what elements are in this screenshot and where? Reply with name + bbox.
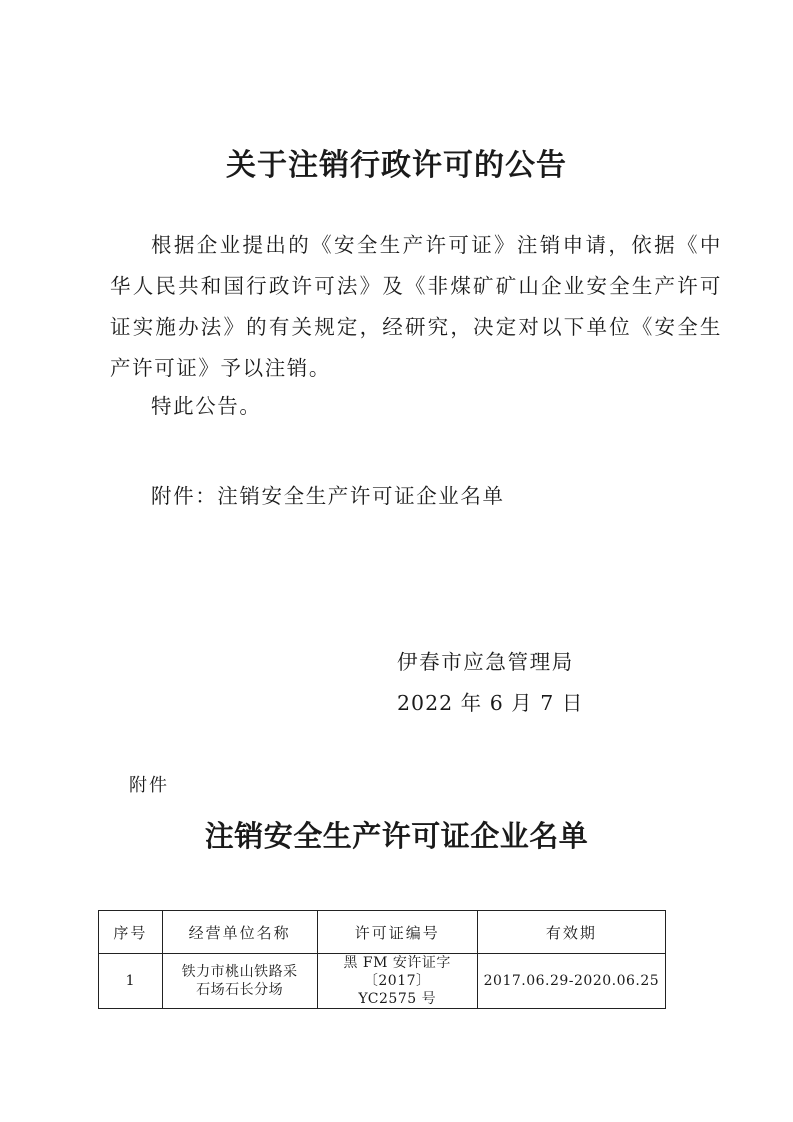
license-table [98,910,666,1009]
header-company-name: 经营单位名称 [162,911,317,954]
special-notice: 特此公告。 [151,394,262,418]
license-number-line-2: YC2575 号 [358,991,437,1007]
header-license-number: 许可证编号 [317,911,477,954]
header-validity-period: 有效期 [477,911,665,954]
notice-title: 关于注销行政许可的公告 [226,148,567,183]
annex-title: 注销安全生产许可证企业名单 [204,819,589,853]
cell-validity-period: 2017.06.29-2020.06.25 [477,954,665,1009]
notice-body-paragraph: 根据企业提出的《安全生产许可证》注销申请，依据《中华人民共和国行政许可法》及《非煤矿矿山企业安全生产许可证实施办法》的有关规定，经研究，决定对以下单位《安全生产许可证》予以注销。 [110,233,722,380]
issuer-name: 伊春市应急管理局 [397,650,574,674]
table-row [99,954,666,1009]
issue-date: 2022 年 6 月 7 日 [397,691,584,715]
company-name-line-2: 石场石长分场 [196,982,284,998]
license-number-line-1: 黑 FM 安许证字〔2017〕 [343,955,451,989]
table-header-row [99,911,666,954]
cell-license-number [317,954,477,1009]
company-name-line-1: 铁力市桃山铁路采 [181,964,298,980]
header-serial-number: 序号 [99,911,163,954]
attachment-reference: 附件：注销安全生产许可证企业名单 [151,484,505,508]
annex-label: 附件 [129,775,169,796]
cell-serial-number: 1 [99,954,163,1009]
cell-company-name [162,954,317,1009]
